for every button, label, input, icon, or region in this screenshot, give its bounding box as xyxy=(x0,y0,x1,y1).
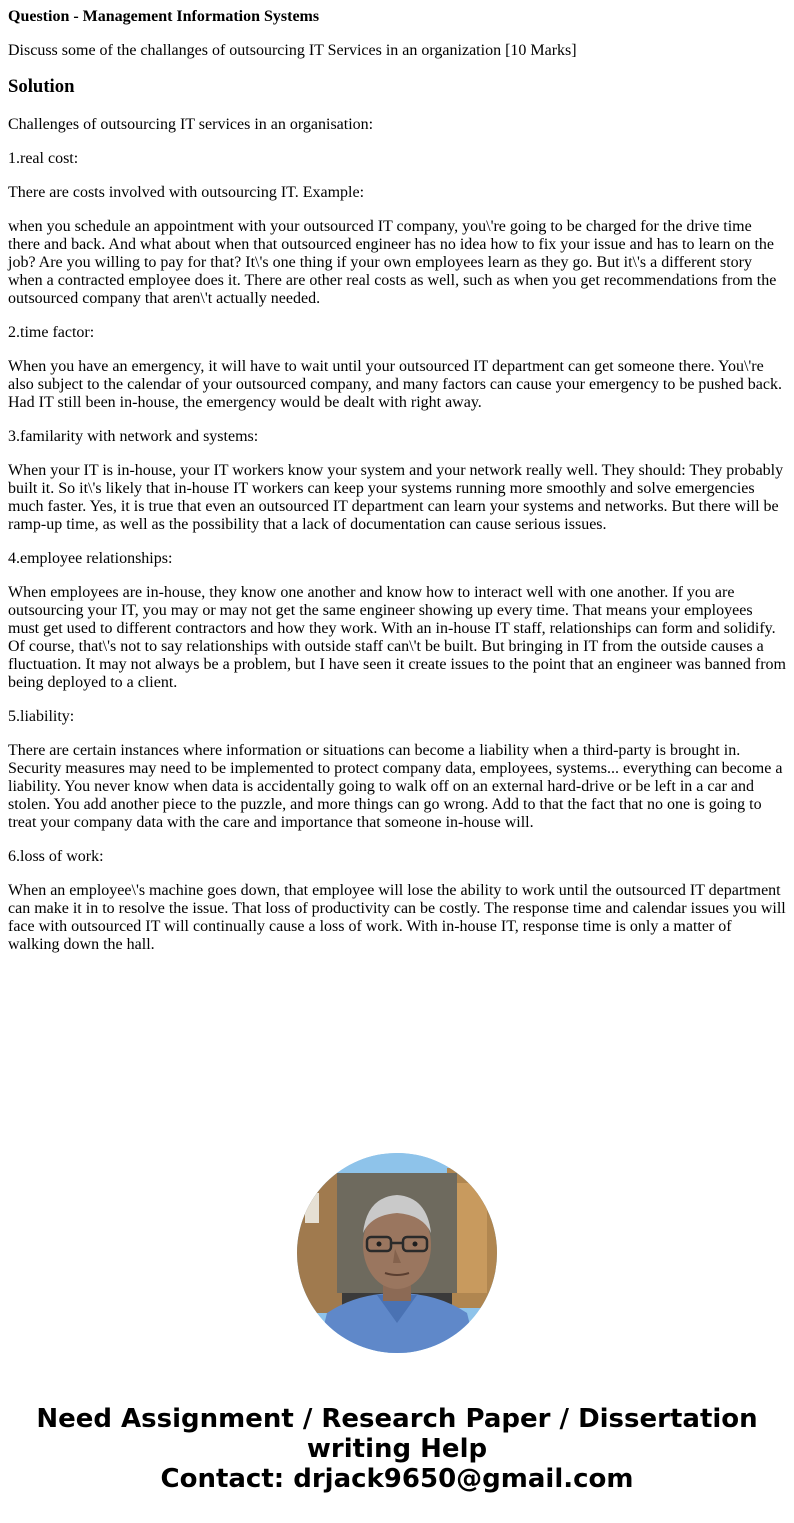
section-title-familiarity: 3.familarity with network and systems: xyxy=(8,428,259,445)
section-title-liability: 5.liability: xyxy=(8,708,75,725)
question-heading: Question - Management Information Systems xyxy=(8,8,320,25)
author-avatar xyxy=(297,1153,497,1353)
section-paragraph: When an employee\'s machine goes down, that employee will lose the ability to work until the outsourced IT department can make it in to resolve the issue. That loss of productivity can be costly. The response time and calendar issues you will face with outsourced IT will continually cause a loss of work. With in-house IT, response time is only a matter of walking down the hall. xyxy=(8,882,786,953)
section-paragraph: when you schedule an appointment with your outsourced IT company, you\'re going to be charged for the drive time there and back. And what about when that outsourced engineer has no idea how to fix your issue and has to learn on the job? Are you willing to pay for that? It\'s one thing if your own employees learn as they go. But it\'s a different story when a contracted employee does it. There are other real costs as well, such as when you get recommendations from the outsourced company that aren\'t actually needed. xyxy=(8,218,777,307)
promo-contact: Contact: drjack9650@gmail.com xyxy=(160,1464,634,1494)
solution-heading: Solution xyxy=(8,76,75,97)
section-title-loss-of-work: 6.loss of work: xyxy=(8,848,104,865)
section-paragraph: When your IT is in-house, your IT workers know your system and your network really well. They should: They probably built it. So it\'s likely that in-house IT workers can keep your systems running more smoothly and solve emergencies much faster. Yes, it is true that even an outsourced IT department can learn your systems and networks. But there will be ramp-up time, as well as the possibility that a lack of documentation can cause serious issues. xyxy=(8,462,784,533)
section-paragraph: There are certain instances where information or situations can become a liability when a third-party is brought in. Security measures may need to be implemented to protect company data, employees, systems... everything can become a liability. You never know when data is accidentally going to walk off on an external hard-drive or be left in a car and stolen. You add another piece to the puzzle, and more things can go wrong. Add to that the fact that no one is going to treat your company data with the care and importance that someone in-house will. xyxy=(8,742,783,831)
promo-line: Need Assignment / Research Paper / Dissertation xyxy=(36,1404,758,1434)
section-title-real-cost: 1.real cost: xyxy=(8,150,79,167)
promo-banner xyxy=(0,1404,794,1494)
section-paragraph: There are costs involved with outsourcing IT. Example: xyxy=(8,184,365,201)
promo-line: writing Help xyxy=(306,1434,488,1464)
section-paragraph: When you have an emergency, it will have to wait until your outsourced IT department can get someone there. You\'re also subject to the calendar of your outsourced company, and many factors can cause your emergency to be pushed back. Had IT still been in-house, the emergency would be dealt with right away. xyxy=(8,358,782,411)
section-title-employee-relationships: 4.employee relationships: xyxy=(8,550,173,567)
section-paragraph: When employees are in-house, they know one another and know how to interact well with one another. If you are outsourcing your IT, you may or may not get the same engineer showing up every time. That means your employees must get used to different contractors and how they work. With an in-house IT staff, relationships can form and solidify. Of course, that\'s not to say relationships with outside staff can\'t be built. But bringing in IT from the outside causes a fluctuation. It may not always be a problem, but I have seen it create issues to the point that an engineer was banned from being deployed to a client. xyxy=(8,584,786,691)
question-text: Discuss some of the challanges of outsourcing IT Services in an organization [10 Marks] xyxy=(8,42,577,59)
document-body xyxy=(8,8,786,970)
solution-intro: Challenges of outsourcing IT services in an organisation: xyxy=(8,116,374,133)
section-title-time-factor: 2.time factor: xyxy=(8,324,95,341)
